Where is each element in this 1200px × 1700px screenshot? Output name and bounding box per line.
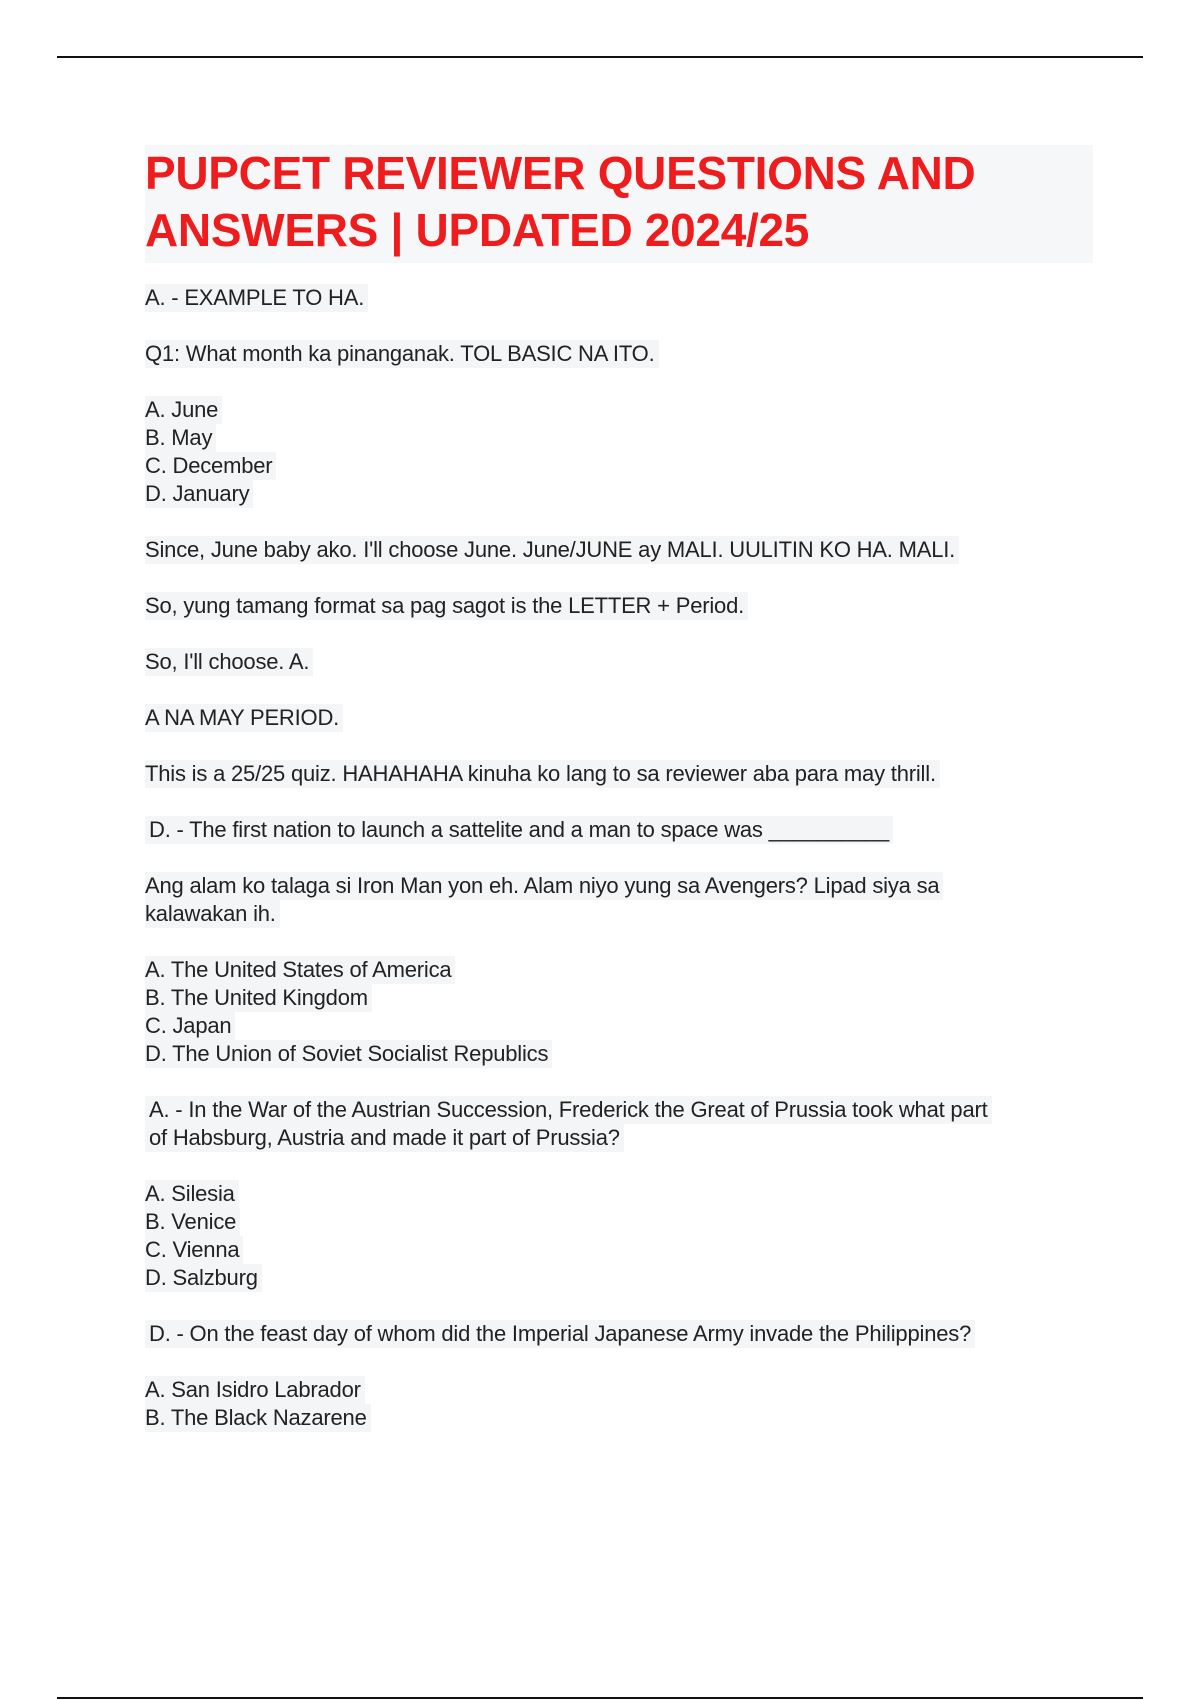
option-item: C. December [145, 452, 276, 480]
intro-note: A NA MAY PERIOD. [145, 704, 343, 732]
title-line-2: ANSWERS | UPDATED 2024/25 [145, 204, 810, 256]
option-item: D. The Union of Soviet Socialist Republics [145, 1040, 552, 1068]
title-line-1: PUPCET REVIEWER QUESTIONS AND [145, 147, 976, 199]
question-comment [145, 872, 1095, 928]
intro-note: So, yung tamang format sa pag sagot is the LETTER + Period. [145, 592, 748, 620]
option-item: C. Japan [145, 1012, 235, 1040]
option-item: A. June [145, 396, 222, 424]
question-line: D. - On the feast day of whom did the Imperial Japanese Army invade the Philippines? [145, 1320, 975, 1348]
question-line-part: of Habsburg, Austria and made it part of Prussia? [145, 1124, 624, 1152]
intro-options [145, 396, 1095, 508]
comment-line: kalawakan ih. [145, 900, 280, 928]
intro-question: Q1: What month ka pinanganak. TOL BASIC NA ITO. [145, 340, 659, 368]
option-item: A. Silesia [145, 1180, 239, 1208]
question-line [145, 1096, 1095, 1152]
option-item: A. The United States of America [145, 956, 455, 984]
question-options [145, 956, 1095, 1068]
bottom-rule [57, 1697, 1143, 1699]
question-options [145, 1180, 1095, 1292]
question-options [145, 1376, 1095, 1432]
option-item: B. Venice [145, 1208, 240, 1236]
intro-answer-line: A. - EXAMPLE TO HA. [145, 284, 368, 312]
question-line-part: A. - In the War of the Austrian Succession, Frederick the Great of Prussia took what part [145, 1096, 992, 1124]
document-title [145, 145, 1093, 259]
comment-line: Ang alam ko talaga si Iron Man yon eh. Alam niyo yung sa Avengers? Lipad siya sa [145, 872, 943, 900]
intro-note: This is a 25/25 quiz. HAHAHAHA kinuha ko lang to sa reviewer aba para may thrill. [145, 760, 940, 788]
option-item: C. Vienna [145, 1236, 243, 1264]
option-item: D. Salzburg [145, 1264, 262, 1292]
option-item: A. San Isidro Labrador [145, 1376, 365, 1404]
question-line: D. - The first nation to launch a sattelite and a man to space was __________ [145, 816, 893, 844]
option-item: B. May [145, 424, 216, 452]
intro-note: So, I'll choose. A. [145, 648, 313, 676]
document-body [145, 145, 1095, 1432]
option-item: D. January [145, 480, 253, 508]
top-rule [57, 56, 1143, 58]
title-block [145, 145, 1093, 263]
option-item: B. The Black Nazarene [145, 1404, 371, 1432]
intro-note: Since, June baby ako. I'll choose June. June/JUNE ay MALI. UULITIN KO HA. MALI. [145, 536, 959, 564]
option-item: B. The United Kingdom [145, 984, 372, 1012]
